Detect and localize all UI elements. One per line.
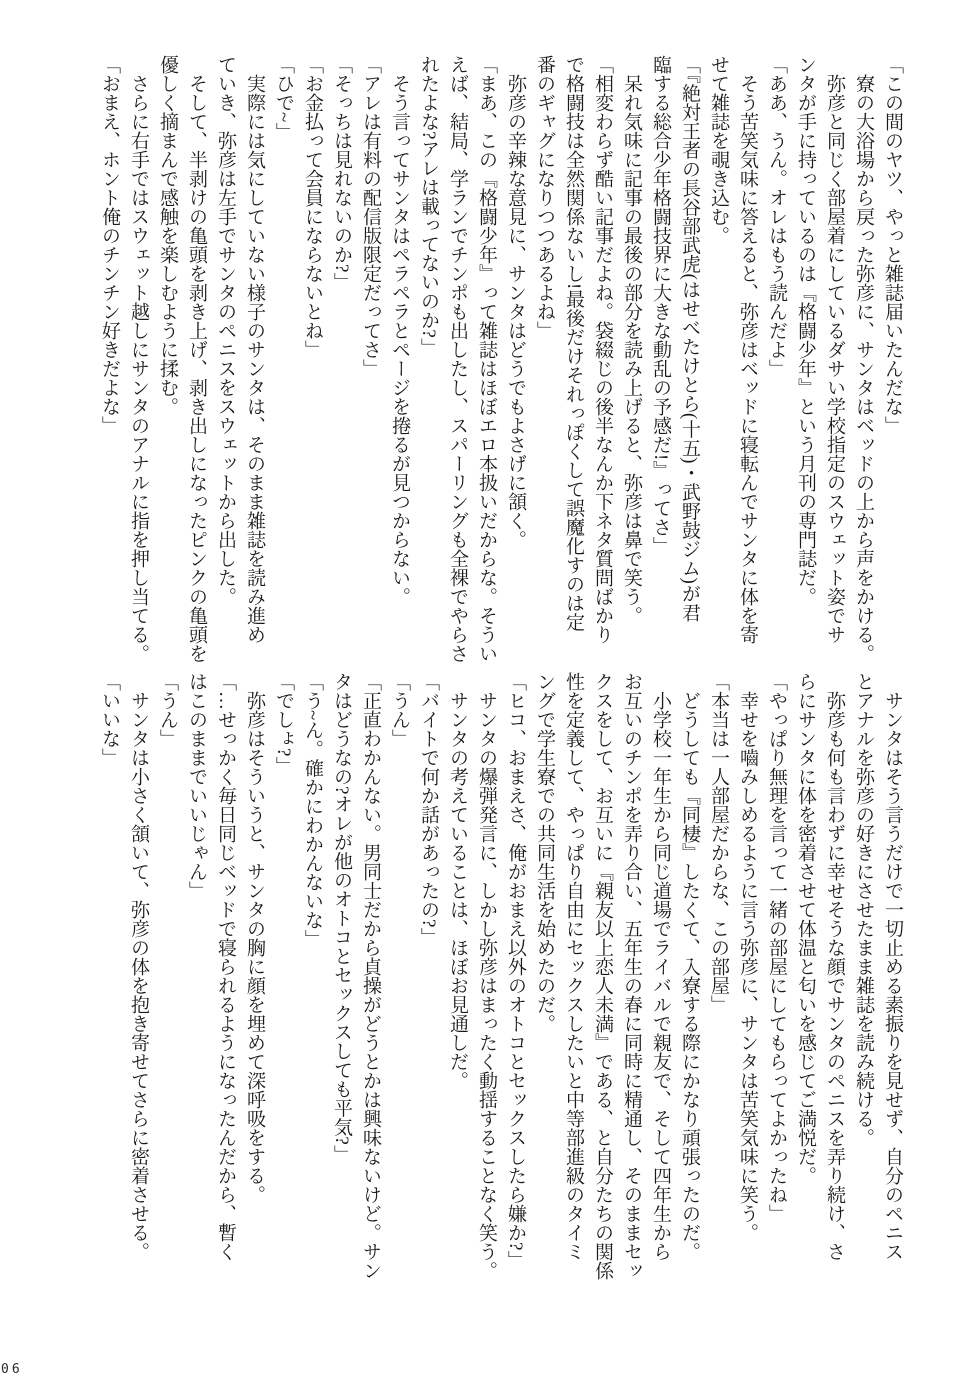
page-number: 06 <box>1 1362 23 1377</box>
text-line: 「いいな」 <box>99 672 120 767</box>
text-line: さらに右手ではスウェット越しにサンタのアナルに指を押し当てる。 <box>128 55 149 663</box>
text-line: 「そっちは見れないのか?」 <box>331 55 352 292</box>
text-line: 弥彦と同じく部屋着にしているダサい学校指定のスウェット姿でサ <box>824 55 845 644</box>
text-line: 「まあ、この『格闘少年』って雑誌はほぼエロ本扱いだからな。そうい <box>476 55 497 663</box>
text-line: そう言ってサンタはペラペラとページを捲るが見つからない。 <box>389 55 410 606</box>
text-line: 「おまえ、ホント俺のチンチン好きだよな」 <box>99 55 120 435</box>
text-line: 「ヒコ、おまえさ、俺がおまえ以外のオトコとセックスしたら嫌か?」 <box>505 672 526 1270</box>
text-line: タはどうなの?オレが他のオトコとセックスしても平気?」 <box>331 672 352 1164</box>
text-block-top <box>95 55 907 663</box>
text-line: れたよな?アレは載ってないのか?」 <box>418 55 439 357</box>
text-line: 「バイトで何か話があったの?」 <box>418 672 439 947</box>
text-line: 番のギャグになりつつあるよね」 <box>534 55 555 340</box>
text-line: らにサンタに体を密着させて体温と匂いを感じてご満悦だ。 <box>795 672 816 1185</box>
text-line: お互いのチンポを弄り合い、五年生の春に同時に精通し、そのままセッ <box>621 672 642 1280</box>
text-line: 「『絶対王者の長谷部武虎(はせべたけとら(十五)・武野鼓ジム)が君 <box>679 55 700 622</box>
text-line: 性を定義して、やっぱり自由にセックスしたいと中等部進級のタイミ <box>563 672 584 1261</box>
text-line: 弥彦はそういうと、サンタの胸に顔を埋めて深呼吸をする。 <box>244 672 265 1204</box>
text-line: そして、半剥けの亀頭を剥き上げ、剥き出しになったピンクの亀頭を <box>186 55 207 663</box>
text-line: 「ああ、うん。オレはもう読んだよ」 <box>766 55 787 378</box>
text-line: 実際には気にしていない様子のサンタは、そのまま雑誌を読み進め <box>244 55 265 644</box>
text-line: ングで学生寮での共同生活を始めたのだ。 <box>534 672 555 1033</box>
text-line: 「相変わらず酷い記事だよね。袋綴じの後半なんか下ネタ質問ばかり <box>592 55 613 644</box>
text-line: 小学校一年生から同じ道場でライバルで親友で、そして四年生から <box>650 672 671 1261</box>
text-line: 臨する総合少年格闘技界に大きな動乱の予感だ!』ってさ」 <box>650 55 671 556</box>
text-line: サンタの考えていることは、ほぼお見通しだ。 <box>447 672 468 1090</box>
text-line: 弥彦も何も言わずに幸せそうな顔でサンタのペニスを弄り続け、さ <box>824 672 845 1261</box>
text-line: 呆れ気味に記事の最後の部分を読み上げると、弥彦は鼻で笑う。 <box>621 55 642 625</box>
text-line: 「アレは有料の配信版限定だってさ」 <box>360 55 381 378</box>
text-line: サンタは小さく頷いて、弥彦の体を抱き寄せてさらに密着させる。 <box>128 672 149 1261</box>
text-line: どうしても『同棲』したくて、入寮する際にかなり頑張ったのだ。 <box>679 672 700 1261</box>
text-line: サンタはそう言うだけで一切止める素振りを見せず、自分のペニス <box>882 672 903 1261</box>
text-line: 「お金払って会員にならないとね」 <box>302 55 323 359</box>
text-line: 「ひで~」 <box>273 55 294 142</box>
text-line: 弥彦の辛辣な意見に、サンタはどうでもよさげに頷く。 <box>505 55 526 549</box>
text-line: 「うん」 <box>157 672 178 748</box>
text-line: 「う~ん。確かにわかんないな」 <box>302 672 323 949</box>
text-line: 「でしょ?」 <box>273 672 294 776</box>
text-line: ていき、弥彦は左手でサンタのペニスをスウェットから出した。 <box>215 55 236 606</box>
text-line: 「うん」 <box>389 672 410 748</box>
text-line: とアナルを弥彦の好きにさせたまま雑誌を読み続ける。 <box>853 672 874 1147</box>
text-line: クスをして、お互いに『親友以上恋人未満』である、と自分たちの関係 <box>592 672 613 1280</box>
text-line: 優しく摘まんで感触を楽しむように揉む。 <box>157 55 178 416</box>
text-line: 「正直わかんない。男同士だから貞操がどうとかは興味ないけど。サン <box>360 672 381 1280</box>
text-line: そう苦笑気味に答えると、弥彦はベッドに寝転んでサンタに体を寄 <box>737 55 758 644</box>
text-line: で格闘技は全然関係ないし!最後だけそれっぽくして誤魔化すのは定 <box>563 55 584 632</box>
text-line: サンタの爆弾発言に、しかし弥彦はまったく動揺することなく笑う。 <box>476 672 497 1280</box>
text-line: 「やっぱり無理を言って一緒の部屋にしてもらってよかったね」 <box>766 672 787 1223</box>
text-line: せて雑誌を覗き込む。 <box>708 55 729 245</box>
text-line: ンタが手に持っているのは『格闘少年』という月刊の専門誌だ。 <box>795 55 816 606</box>
text-line: 「…せっかく毎日同じベッドで寝られるようになったんだから、暫く <box>215 672 236 1261</box>
text-line: 寮の大浴場から戻った弥彦に、サンタはベッドの上から声をかける。 <box>853 55 874 663</box>
text-line: えば、結局、学ランでチンポも出したし、スパーリングも全裸でやらさ <box>447 55 468 663</box>
text-line: はこのままでいいじゃん」 <box>186 672 207 900</box>
text-line: 幸せを嚙みしめるように言う弥彦に、サンタは苦笑気味に笑う。 <box>737 672 758 1242</box>
text-block-bottom <box>95 672 907 1280</box>
text-line: 「本当は一人部屋だからな、この部屋」 <box>708 672 729 1014</box>
text-line: 「この間のヤツ、やっと雑誌届いたんだな」 <box>882 55 903 435</box>
